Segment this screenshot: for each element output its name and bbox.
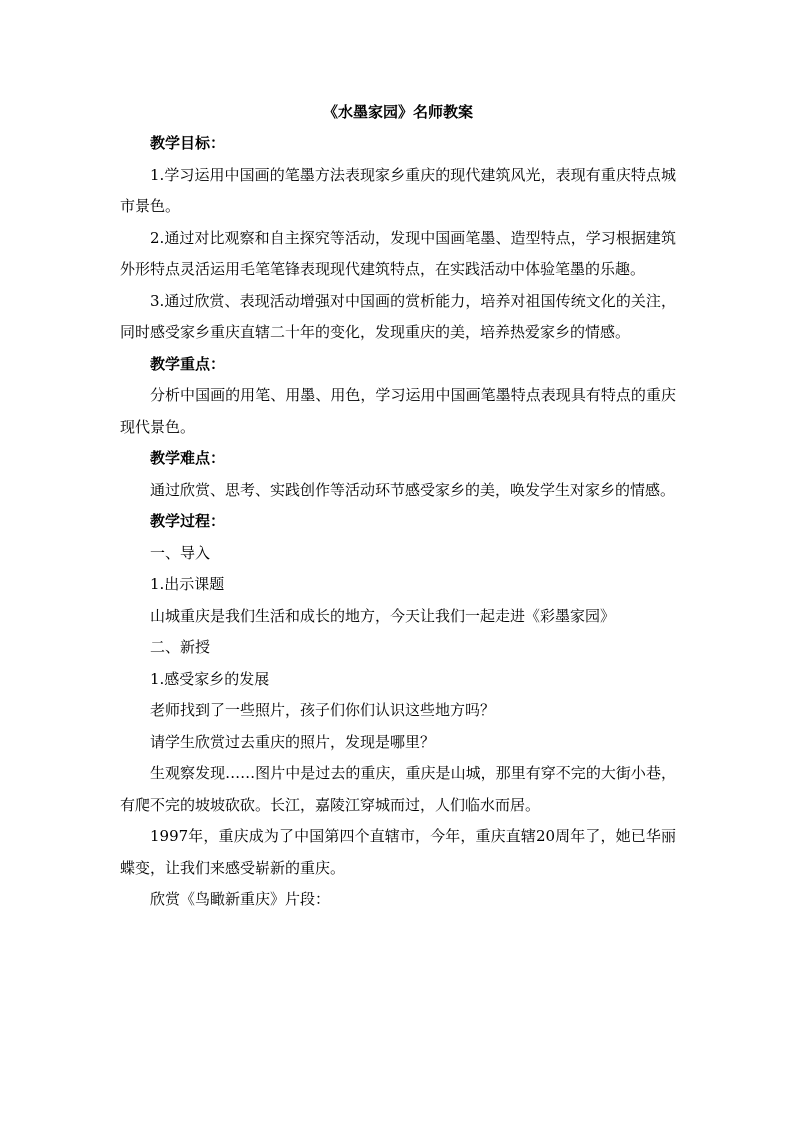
process-step-intro-item: 1.出示课题 [150,575,225,593]
objective-3: 3.通过欣赏、表现活动增强对中国画的赏析能力，培养对祖国传统文化的关注，同时感受家乡重庆直辖二十年的变化，发现重庆的美，培养热爱家乡的情感。 [120,291,676,341]
objective-1: 1.学习运用中国画的笔墨方法表现家乡重庆的现代建筑风光，表现有重庆特点城市景色。 [120,165,676,215]
difficulties-text: 通过欣赏、思考、实践创作等活动环节感受家乡的美，唤发学生对家乡的情感。 [150,480,676,499]
process-step-new: 二、新授 [150,638,211,656]
process-step-intro: 一、导入 [150,543,211,562]
process-step-new-text-c: 生观察发现……图片中是过去的重庆，重庆是山城，那里有穿不完的大街小巷，有爬不完的坡坡砍砍。长江，嘉陵江穿城而过，人们临水而居。 [120,764,676,814]
process-step-new-text-a: 老师找到了一些照片，孩子们你们认识这些地方吗？ [150,701,496,719]
process-step-new-text-e: 欣赏《鸟瞰新重庆》片段： [150,890,331,908]
document-title: 《水墨家园》名师教案 [322,103,473,121]
key-points-text: 分析中国画的用笔、用墨、用色，学习运用中国画笔墨特点表现具有特点的重庆现代景色。 [120,386,676,436]
process-step-new-text-b: 请学生欣赏过去重庆的照片，发现是哪里？ [150,732,436,751]
objective-2: 2.通过对比观察和自主探究等活动，发现中国画笔墨、造型特点，学习根据建筑外形特点灵活运用毛笔笔锋表现现代建筑特点，在实践活动中体验笔墨的乐趣。 [120,228,676,278]
process-step-intro-text: 山城重庆是我们生活和成长的地方，今天让我们一起走进《彩墨家园》 [150,606,616,625]
key-points-heading: 教学重点： [150,354,226,373]
document-body [120,98,676,916]
process-heading: 教学过程： [150,512,226,530]
difficulties-heading: 教学难点： [150,449,226,467]
objectives-heading: 教学目标： [150,134,226,152]
process-step-new-item: 1.感受家乡的发展 [150,669,270,688]
process-step-new-text-d: 1997年，重庆成为了中国第四个直辖市，今年，重庆直辖20周年了，她已华丽蝶变，让我们来感受崭新的重庆。 [120,827,676,877]
